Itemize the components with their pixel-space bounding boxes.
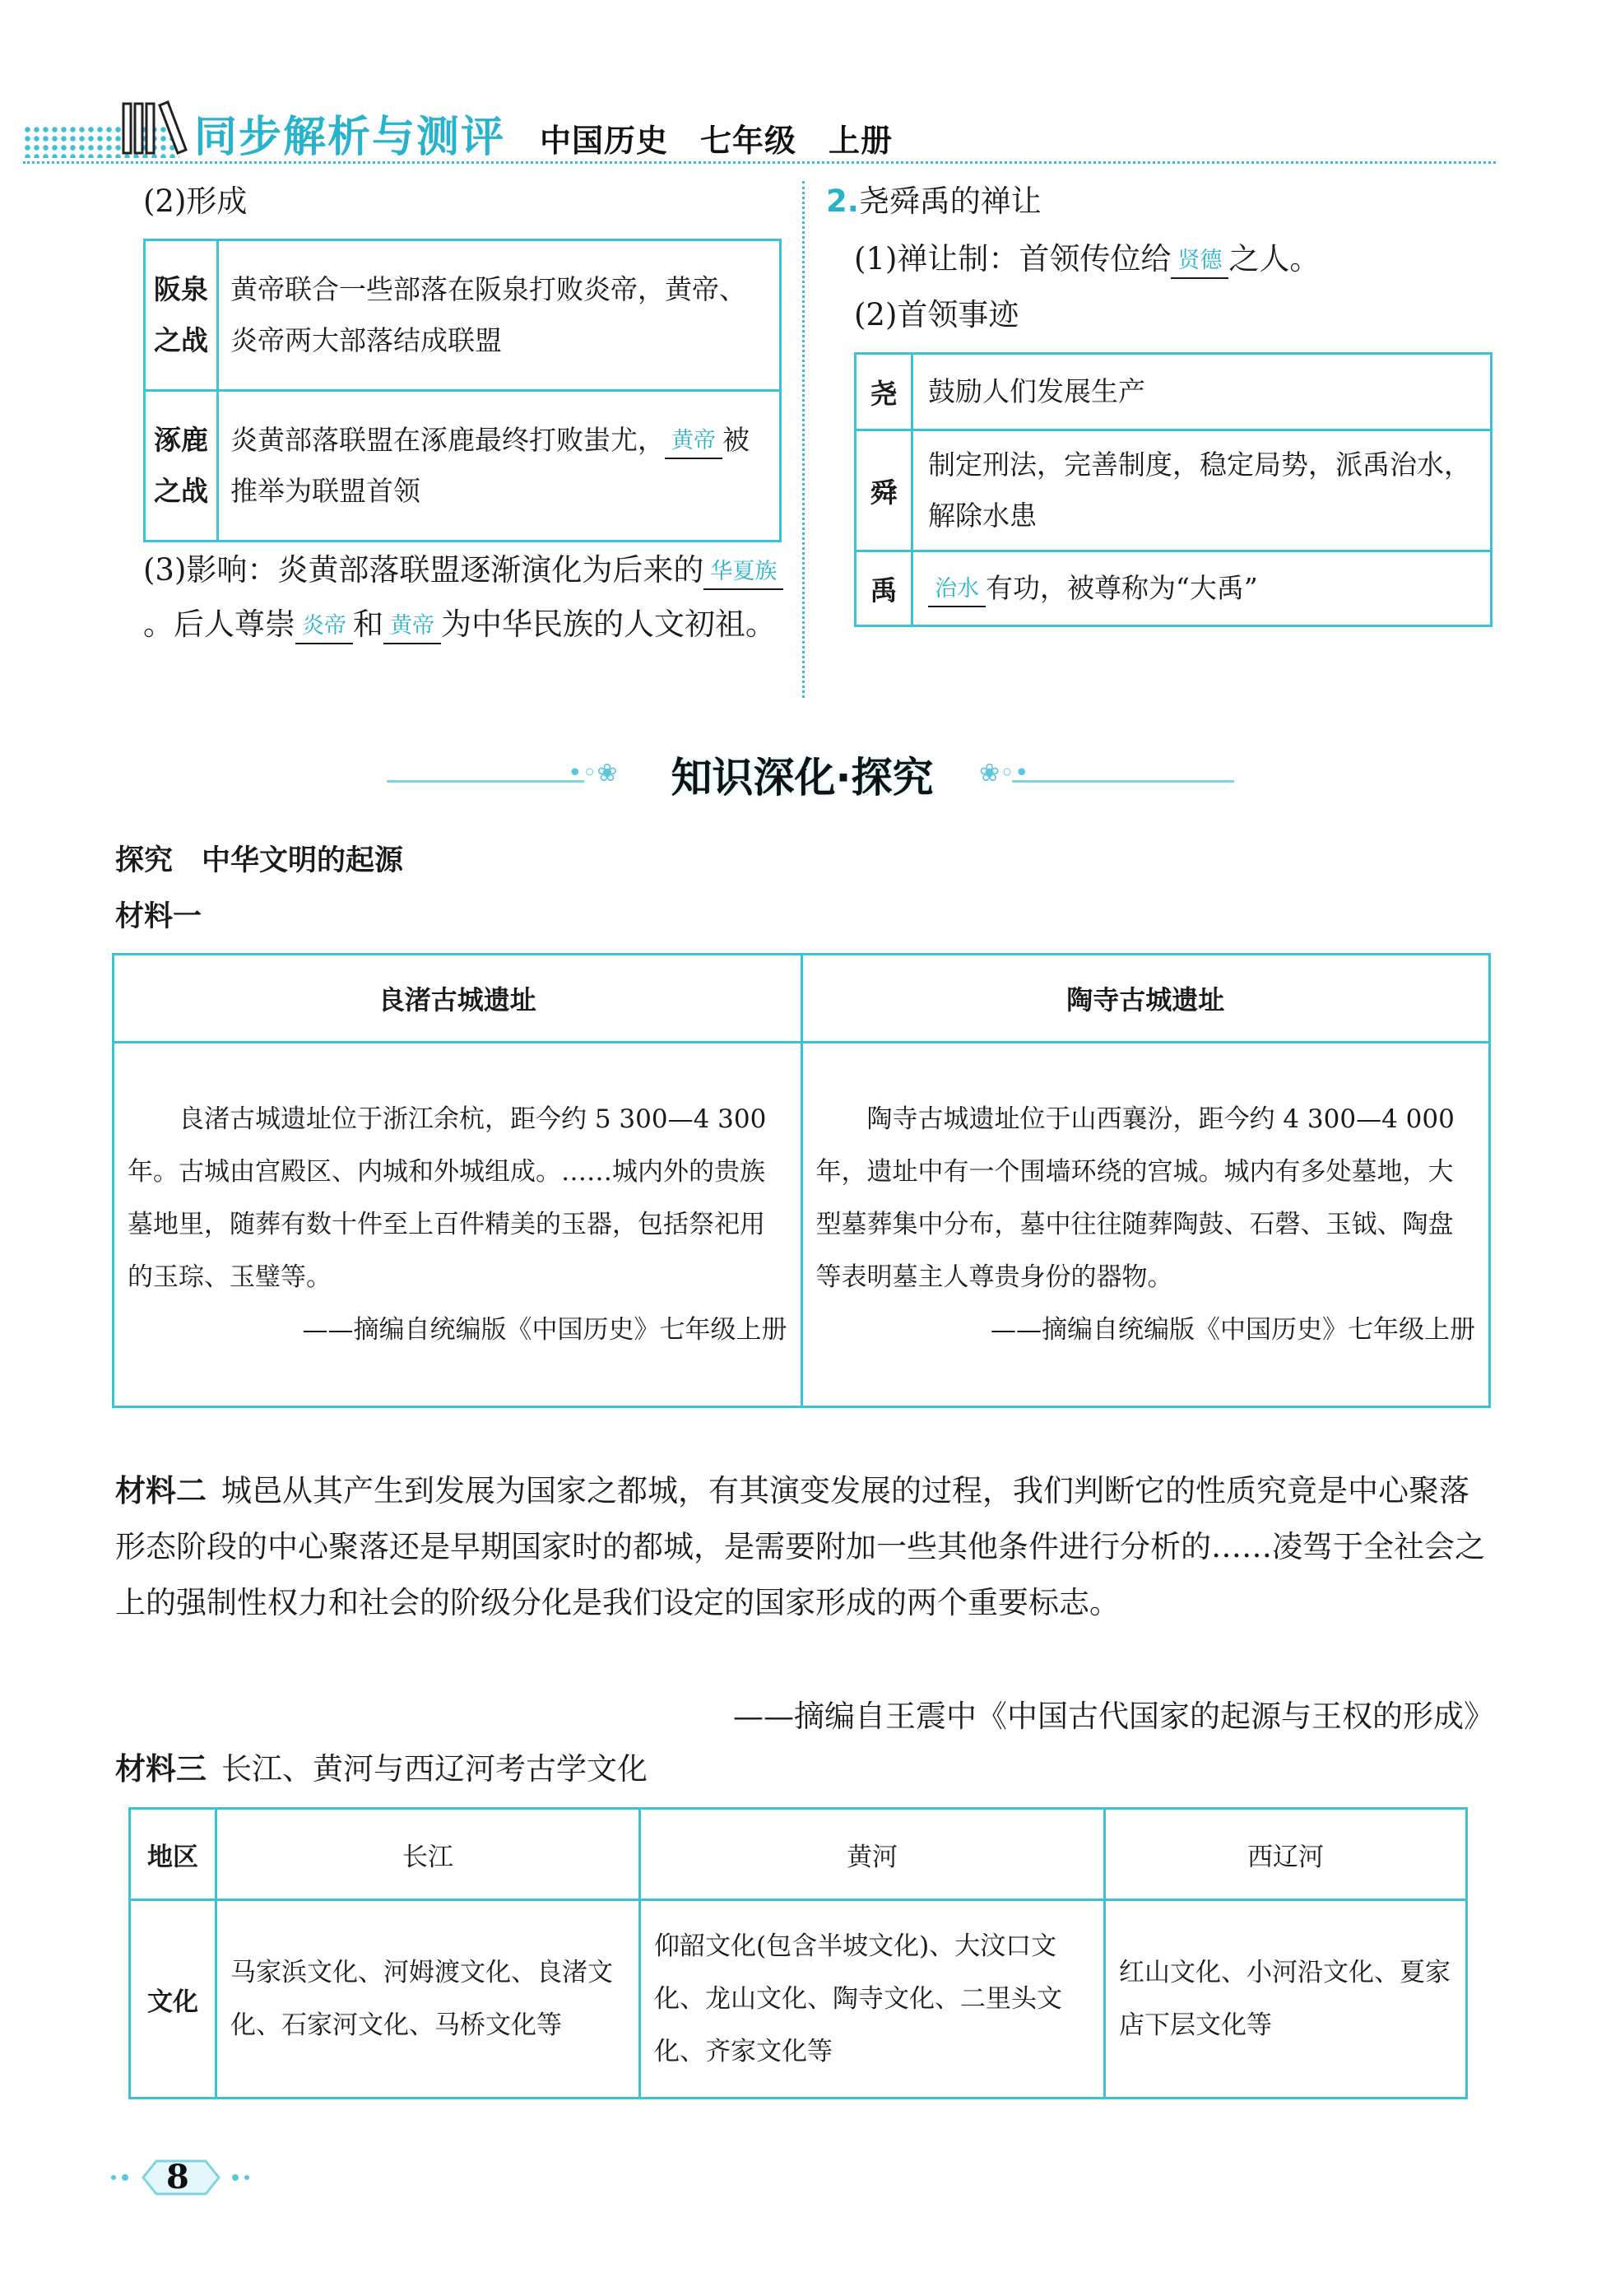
banner-ornament-left-icon: •◦❀	[568, 759, 618, 788]
answer-blank: 黄帝	[665, 425, 722, 459]
row-label: 文化	[130, 1900, 216, 2098]
culture-cell: 马家浜文化、河姆渡文化、良渚文化、石家河文化、马桥文化等	[216, 1900, 640, 2098]
formation-table	[143, 239, 782, 542]
table-row	[145, 391, 781, 541]
leader-deed: 治水 有功，被尊称为“大禹”	[912, 551, 1492, 626]
site-desc: 陶寺古城遗址位于山西襄汾，距今约 4 300—4 000年，遗址中有一个围墙环绕的宫城。城内有多处墓地，大型墓葬集中分布，墓中往往随葬陶鼓、石磬、玉钺、陶盘等表明墓主人尊贵身份的器物。 ——摘编自统编版《中国历史》七年级上册	[801, 1043, 1490, 1407]
page-number-badge	[107, 2154, 255, 2201]
material-three-label: 材料三	[115, 1751, 207, 1787]
region-header: 黄河	[640, 1809, 1105, 1900]
header-title: 同步解析与测评	[194, 113, 506, 162]
region-header: 西辽河	[1105, 1809, 1467, 1900]
table-row	[856, 354, 1492, 430]
material-one-label: 材料一	[115, 900, 202, 933]
table-row	[145, 240, 781, 391]
culture-cell: 仰韶文化(包含半坡文化)、大汶口文化、龙山文化、陶寺文化、二里头文化、齐家文化等	[640, 1900, 1105, 2098]
answer-blank: 炎帝	[295, 610, 353, 644]
leader-name: 尧	[856, 354, 912, 430]
impact-paragraph: (3)影响：炎黄部落联盟逐渐演化为后来的 华夏族。后人尊崇 炎帝 和 黄帝 为中华民族的人文初祖。	[143, 543, 793, 652]
material-two-label: 材料二	[115, 1473, 207, 1508]
answer-blank: 贤德	[1171, 244, 1228, 279]
explore-label: 探究 中华文明的起源	[115, 844, 404, 877]
section-banner-title: 知识深化·探究	[671, 754, 934, 802]
column-divider	[802, 181, 805, 698]
leader-deed: 制定刑法，完善制度，稳定局势，派禹治水，解除水患	[912, 430, 1492, 551]
banner-ornament-right-icon: ❀◦•	[979, 759, 1029, 788]
battle-name: 涿鹿之战	[145, 391, 218, 541]
material-three-table	[128, 1807, 1468, 2099]
material-two-paragraph: 材料二 城邑从其产生到发展为国家之都城，有其演变发展的过程，我们判断它的性质究竟是中心聚落形态阶段的中心聚落还是早期国家时的都城，是需要附加一些其他条件进行分析的……凌驾于全社会之上的强制性权力和社会的阶级分化是我们设定的国家形成的两个重要标志。	[115, 1473, 1485, 1620]
site-header: 良渚古城遗址	[114, 955, 802, 1043]
leaders-table	[854, 352, 1493, 627]
abdication-question: (1)禅让制：首领传位给 贤德 之人。	[854, 232, 1320, 286]
books-logo-icon	[122, 100, 188, 156]
leaders-question: (2)首领事迹	[854, 297, 1019, 332]
row-label: 地区	[130, 1809, 216, 1900]
site-desc: 良渚古城遗址位于浙江余杭，距今约 5 300—4 300年。古城由宫殿区、内城和外城组成。……城内外的贵族墓地里，随葬有数十件至上百件精美的玉器，包括祭祀用的玉琮、玉璧等。 ——摘编自统编版《中国历史》七年级上册	[114, 1043, 802, 1407]
banner-line-left	[387, 780, 584, 783]
battle-desc: 炎黄部落联盟在涿鹿最终打败蚩尤， 黄帝 被推举为联盟首领	[218, 391, 781, 541]
header-subtitle: 中国历史 七年级 上册	[540, 123, 894, 159]
answer-blank: 治水	[928, 573, 986, 607]
answer-blank: 华夏族	[703, 555, 783, 590]
material-two-source: ——摘编自王震中《中国古代国家的起源与王权的形成》	[733, 1699, 1494, 1734]
battle-desc: 黄帝联合一些部落在阪泉打败炎帝，黄帝、炎帝两大部落结成联盟	[218, 240, 781, 391]
material-three-heading: 材料三 长江、黄河与西辽河考古学文化	[115, 1751, 648, 1787]
table-row	[114, 1043, 1490, 1407]
banner-line-right	[1012, 780, 1234, 783]
table-row	[130, 1900, 1467, 2098]
leader-name: 舜	[856, 430, 912, 551]
page-number: 8	[166, 2158, 189, 2196]
source-note: ——摘编自统编版《中国历史》七年级上册	[302, 1315, 787, 1345]
battle-name: 阪泉之战	[145, 240, 218, 391]
leader-deed: 鼓励人们发展生产	[912, 354, 1492, 430]
material-one-table	[112, 953, 1491, 1408]
table-row	[856, 430, 1492, 551]
site-header: 陶寺古城遗址	[801, 955, 1490, 1043]
table-row	[856, 551, 1492, 626]
table-row	[130, 1809, 1467, 1900]
leader-name: 禹	[856, 551, 912, 626]
right-section-title: 2.尧舜禹的禅让	[826, 184, 1042, 219]
header-rule	[23, 161, 1496, 164]
region-header: 长江	[216, 1809, 640, 1900]
table-row	[114, 955, 1490, 1043]
source-note: ——摘编自统编版《中国历史》七年级上册	[991, 1315, 1475, 1345]
culture-cell: 红山文化、小河沿文化、夏家店下层文化等	[1105, 1900, 1467, 2098]
answer-blank: 黄帝	[383, 610, 441, 644]
left-section-label: (2)形成	[143, 184, 248, 219]
